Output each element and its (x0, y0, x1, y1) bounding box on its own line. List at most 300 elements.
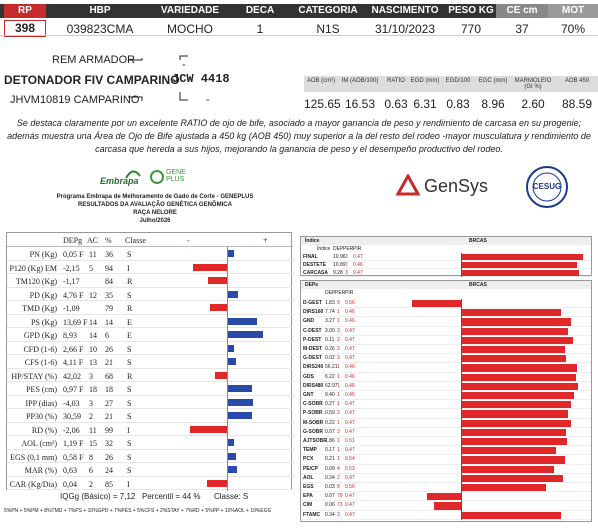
gensys-dep: 0.17 (325, 447, 335, 454)
trait-class: S (127, 385, 132, 394)
trait-percent: 68 (105, 371, 113, 381)
gensys-dep-panel (300, 280, 592, 522)
gensys-trait: DIRS240 (303, 364, 324, 371)
description-text: Se destaca claramente por un excelente RATIO de ojo de bife, asociado a mayor ganancia de peso y rendimiento de carcasa en su progenie; además muestra una Área de Ojo de Bife ajustada a 450 kg (AOB 450) muy superior a la del resto del rodeo -mayor musculatura y rendimiento de carcasa que hereda a sus hijos, mejorando la ganancia de peso y el desempeño productivo del rodeo. (7, 118, 591, 154)
gensys-trait: D-GEST (303, 300, 322, 306)
gensys-pir: 0.46 (345, 318, 355, 325)
gensys-dep: 0.21 (325, 456, 335, 463)
trait-name: CFS (1-6) (24, 358, 57, 367)
dep-bar (227, 385, 252, 392)
trait-dep: 8,93 (63, 331, 77, 340)
gensys-bar (461, 374, 576, 381)
trait-dep: -4,03 (63, 398, 80, 408)
trait-percent: 26 (105, 344, 113, 354)
dep-bar (227, 318, 257, 325)
trait-class: S (127, 344, 132, 354)
gensys-bar (461, 410, 568, 417)
index-title-left: Índice (305, 238, 320, 244)
sire-code: JCW 4418 (172, 72, 230, 86)
gensys-dep: 0.09 (325, 465, 335, 472)
gensys-bar (461, 328, 568, 335)
trait-name: EGS (0,1 mm) (10, 452, 57, 462)
gensys-dep: 7.74 (325, 309, 335, 316)
dep-trait-row (7, 315, 293, 329)
trait-percent: 26 (105, 452, 113, 462)
gensys-pir: 0.47 (345, 419, 355, 426)
trait-ac: 11 (89, 250, 97, 259)
gensys-index-panel (300, 236, 592, 276)
trait-ac: 2 (89, 479, 93, 489)
trait-ac: 11 (89, 425, 97, 435)
gensys-row (301, 345, 591, 354)
trait-class: S (127, 412, 132, 421)
trait-percent: 21 (105, 358, 113, 367)
dep-bar (227, 412, 252, 419)
gensys-per: 1 (337, 419, 340, 426)
trait-ac: 14 (89, 317, 97, 327)
dep-trait-row (7, 274, 293, 288)
gensys-pir: 0.54 (345, 456, 355, 463)
gensys-trait: P-SOBR (303, 410, 323, 417)
trait-class: S (127, 290, 132, 300)
aob450-value: 88.59 (561, 97, 593, 111)
gensys-row (301, 511, 591, 520)
gensys-icon (396, 174, 420, 196)
gensys-pir: 0.47 (353, 270, 363, 276)
program-line-2: RESULTADOS DA AVALIAÇÃO GENÉTICA GENÔMICA (78, 202, 232, 208)
gensys-per: 4 (337, 465, 340, 472)
gensys-trait: G-DEST (303, 355, 322, 362)
variedade-value: MOCHO (167, 22, 213, 36)
geneplus-dep-chart (6, 232, 292, 490)
dep-bar (208, 277, 227, 284)
gensys-row (301, 483, 591, 492)
trait-name: CAR (Kg/Dia) (9, 479, 57, 489)
rp-label: RP (4, 4, 46, 18)
gensys-text: GenSys (424, 176, 489, 196)
gensys-row (301, 419, 591, 428)
dep-trait-row (7, 409, 293, 423)
gensys-per: 3 (337, 327, 340, 334)
trait-percent: 35 (105, 290, 113, 300)
trait-name: PS (Kg) (30, 317, 57, 327)
trait-name: CFD (1-6) (23, 344, 57, 354)
gensys-trait: GDS (303, 373, 314, 380)
gensys-row (301, 327, 591, 336)
gensys-per: 1 (337, 382, 340, 389)
hbp-label: HBP (89, 5, 111, 16)
gensys-trait: AOL (303, 474, 314, 481)
gensys-per: 1 (337, 364, 340, 371)
gensys-dep: 1.86 (325, 438, 335, 444)
gensys-trait: M-DEST (303, 346, 323, 352)
dep-col-dep: DEP (325, 290, 336, 296)
gensys-per: 73 (337, 502, 343, 509)
gensys-pir: 0.47 (345, 346, 355, 352)
gensys-bar (427, 493, 461, 500)
trait-name: RD (%) (31, 425, 57, 435)
dep-title-right: BRCAS (469, 282, 487, 288)
gensys-pir: 0.47 (345, 401, 355, 408)
trait-percent: 36 (105, 250, 113, 259)
header-label-row (0, 4, 598, 18)
dep-bar (227, 399, 253, 406)
trait-class: R (127, 277, 133, 286)
marmoleio-col-header: MARMOLEIO (GI %) (514, 78, 552, 90)
im-col-header: IM (AOB/100) (341, 78, 379, 84)
im-value: 16.53 (344, 97, 376, 111)
dep-bar (227, 331, 263, 338)
trait-name: P120 (Kg) EM (9, 263, 57, 273)
trait-percent: 99 (105, 425, 113, 435)
gensys-bar (461, 420, 571, 427)
dep-trait-row (7, 328, 293, 342)
gensys-bar (461, 270, 579, 276)
gensys-bar (461, 392, 574, 399)
gensys-trait: G-SOBR (303, 428, 323, 435)
trait-class: S (127, 358, 132, 367)
dep-bar (210, 304, 227, 311)
trait-name: GPD (Kg) (23, 331, 57, 340)
egd100-col-header: EGD/100 (445, 78, 471, 84)
index-col-pir: PIR (353, 246, 362, 252)
trait-ac: 5 (89, 263, 93, 273)
depg-col-header: DEPg (63, 236, 83, 245)
dep-bar (227, 291, 238, 298)
dep-trait-row (7, 288, 293, 302)
gensys-bar (461, 512, 561, 519)
trait-class: R (127, 304, 133, 313)
gensys-row (301, 317, 591, 326)
gensys-row (301, 363, 591, 372)
gensys-row (301, 382, 591, 391)
gensys-bar (461, 355, 566, 362)
trait-ac: 15 (89, 439, 97, 448)
gensys-bar (461, 383, 578, 390)
percentil-footer: Percentil = 44 % (142, 492, 201, 501)
ce-value: 37 (515, 22, 529, 36)
left-chart-center-line (227, 247, 228, 491)
gensys-bar (461, 254, 583, 260)
gensys-trait: CIM (303, 502, 313, 509)
trait-dep: 1,19 F (63, 439, 84, 448)
gensys-dep: 0.27 (325, 401, 335, 408)
trait-dep: 0,58 F (63, 452, 84, 462)
trait-ac: 10 (89, 344, 97, 354)
gensys-logo (396, 172, 496, 200)
trait-class: I (127, 263, 130, 273)
egc-col-header: EGC (mm) (478, 78, 508, 84)
gensys-trait: C-SOBR (303, 401, 323, 408)
gensys-per: 79 (337, 493, 343, 500)
trait-dep: 42,02 (63, 371, 81, 381)
gensys-pir: 0.47 (345, 336, 355, 343)
gensys-row (301, 391, 591, 400)
egd-value: 6.31 (413, 97, 437, 111)
gensys-bar (461, 456, 565, 463)
gensys-bar (461, 318, 571, 325)
gensys-trait: GND (303, 318, 315, 325)
trait-percent: 27 (105, 398, 113, 408)
gensys-zero-line (461, 253, 462, 277)
index-title-row (301, 237, 591, 245)
dep-trait-row (7, 355, 293, 369)
gensys-pir: 0.51 (345, 438, 355, 444)
program-line-4: Julho/2026 (139, 218, 171, 224)
dep-bar (215, 372, 227, 379)
trait-ac: 2 (89, 412, 93, 421)
trait-dep: 30,59 (63, 412, 81, 421)
weights-footer: 5%PN + 5%PM + 8%TMD + 7%PS + 10%GPD + 7%PES + 5%CFS + 2%STAY + 7%RD + 5%PP + 10%AOL + 10%EGS (4, 508, 271, 514)
gensys-per: 3 (337, 428, 340, 435)
aob-col-header: AOB (cm²) (306, 78, 336, 84)
gensys-dep: 0.06 (325, 502, 335, 509)
gensys-row (301, 465, 591, 474)
gensys-row (301, 261, 591, 269)
gensys-dep: 0.59 (325, 410, 335, 417)
hbp-value: 039823CMA (66, 22, 134, 36)
gensys-pir: 0.47 (345, 493, 355, 500)
mot-value: 70% (560, 22, 586, 36)
gensys-per: 1 (337, 447, 340, 454)
gensys-zero-line (461, 299, 462, 520)
gensys-pir: 0.47 (345, 327, 355, 334)
dep-trait-row (7, 450, 293, 464)
gensys-pir: 0.46 (345, 309, 355, 316)
trait-class: E (127, 331, 132, 340)
dep-bar (227, 466, 237, 473)
trait-percent: 79 (105, 304, 113, 313)
egc-value: 8.96 (481, 97, 505, 111)
dam-name: JHVM10819 CAMPARINO (10, 94, 140, 106)
gensys-trait: PE/CP (303, 465, 319, 472)
dep-header-row (301, 289, 591, 297)
dep-col-per: PER (335, 290, 346, 296)
gensys-pir: 0.47 (345, 410, 355, 417)
gensys-per: 2 (337, 410, 340, 417)
dep-bar (227, 439, 234, 446)
gensys-bar (461, 401, 571, 408)
embrapa-logo (100, 172, 140, 190)
trait-class: S (127, 439, 132, 448)
trait-name: AOL (cm²) (21, 439, 57, 448)
gensys-bar (461, 346, 565, 353)
gensys-row (301, 269, 591, 277)
dep-trait-row (7, 477, 293, 491)
gensys-dep: 0.26 (325, 346, 335, 352)
gensys-dep: 0.03 (325, 484, 335, 490)
aob-value: 125.65 (304, 97, 341, 111)
gensys-dep: 3.27 (325, 318, 335, 325)
gensys-pir: 0.46 (345, 364, 355, 371)
gensys-trait: P-DEST (303, 336, 322, 343)
gensys-bar (461, 337, 573, 344)
gensys-bar (461, 438, 567, 445)
gensys-dep: 0.34 (325, 511, 335, 518)
trait-dep: 2,66 F (63, 344, 84, 354)
gensys-dep: 0.22 (325, 419, 335, 426)
gensys-per: 1 (337, 392, 340, 398)
trait-name: HP/STAY (%) (11, 371, 57, 381)
gensys-dep: 0.07 (325, 428, 335, 435)
trait-dep: 4,76 F (63, 290, 84, 300)
dep-bar (227, 345, 234, 352)
gensys-per: 2 (337, 336, 340, 343)
gensys-dep: 9.28 (333, 270, 343, 276)
dep-title-row (301, 281, 591, 289)
trait-name: TMD (Kg) (22, 304, 57, 313)
gensys-row (301, 474, 591, 483)
dep-bar (207, 480, 227, 487)
dep-bar (227, 453, 236, 460)
rp-value: 398 (4, 20, 46, 37)
gensys-pir: 0.46 (353, 262, 363, 268)
gensys-trait: AJTSOBR (303, 438, 327, 444)
gensys-row (301, 299, 591, 308)
dep-trait-row (7, 396, 293, 410)
gensys-per: 3 (337, 355, 340, 362)
dep-bar (227, 358, 236, 365)
trait-name: MAR (%) (24, 466, 57, 475)
pedigree-dash-2: - (206, 94, 210, 106)
trait-dep: 0,97 F (63, 385, 84, 394)
gensys-per: 1 (337, 373, 340, 380)
pedigree-dash-1: - (182, 59, 186, 71)
gensys-dep: 62.97 (325, 382, 338, 389)
gensys-bar (461, 262, 577, 268)
gensys-pir: 0.46 (345, 392, 355, 398)
trait-dep: -2,06 (63, 425, 80, 435)
gensys-pir: 0.56 (345, 484, 355, 490)
gensys-dep: 9.40 (325, 392, 335, 398)
dep-trait-row (7, 342, 293, 356)
aob450-col-header: AOB 450 (564, 78, 590, 84)
index-header-row (301, 245, 591, 253)
trait-percent: 18 (105, 385, 113, 394)
trait-percent: 21 (105, 412, 113, 421)
gensys-pir: 0.53 (345, 465, 355, 472)
gensys-bar (461, 475, 563, 482)
gensys-row (301, 400, 591, 409)
embrapa-leaf-icon (124, 170, 142, 180)
dep-bar (190, 426, 227, 433)
gensys-row (301, 336, 591, 345)
program-info (40, 193, 270, 225)
dep-trait-row (7, 261, 293, 275)
trait-name: PD (Kg) (29, 290, 57, 300)
trait-ac: 3 (89, 371, 93, 381)
dep-trait-row (7, 436, 293, 450)
gensys-trait: TEMP (303, 447, 317, 454)
mot-label: MOT (561, 5, 585, 16)
index-col-index: Índice (317, 246, 331, 252)
positive-col-header: + (263, 236, 268, 245)
marmoleio-value: 2.60 (521, 97, 545, 111)
gensys-bar (412, 300, 461, 307)
trait-percent: 14 (105, 317, 113, 327)
trait-dep: -1,09 (63, 304, 80, 313)
gensys-pir: 0.56 (345, 300, 355, 306)
geneplus-logo (150, 168, 194, 192)
gensys-bar (461, 466, 554, 473)
trait-percent: 85 (105, 479, 113, 489)
aob-header-row (304, 76, 598, 92)
gensys-trait: DESTETE (303, 262, 327, 268)
trait-class: I (127, 425, 130, 435)
gensys-pir: 0.47 (353, 254, 363, 260)
trait-name: PN (Kg) (29, 250, 57, 259)
gensys-pir: 0.46 (345, 382, 355, 389)
trait-ac: 3 (89, 398, 93, 408)
trait-name: TM120 (Kg) (15, 277, 57, 286)
ratio-value: 0.63 (384, 97, 408, 111)
dep-trait-row (7, 423, 293, 437)
index-col-dep: DEP (333, 246, 344, 252)
embrapa-logo-text: Embrapa (100, 176, 139, 186)
trait-ac: 14 (89, 331, 97, 340)
gensys-dep: 56.21 (325, 364, 338, 371)
animal-header (0, 4, 598, 38)
gensys-trait: EGS (303, 484, 314, 490)
cesug-logo (526, 166, 568, 208)
egd100-value: 0.83 (446, 97, 470, 111)
trait-dep: -2,15 (63, 263, 80, 273)
dep-trait-row (7, 463, 293, 477)
gensys-row (301, 308, 591, 317)
gensys-row (301, 373, 591, 382)
trait-percent: 6 (105, 331, 109, 340)
gensys-pir: 0.47 (345, 355, 355, 362)
left-chart-header (7, 233, 293, 247)
gensys-dep: 0.07 (325, 493, 335, 500)
gensys-dep: 0.11 (325, 336, 335, 343)
peso-label: PESO KG (448, 5, 494, 16)
trait-percent: 94 (105, 263, 113, 273)
gensys-per: 2 (337, 346, 340, 352)
trait-dep: 0,04 (63, 479, 77, 489)
trait-class: S (127, 250, 132, 259)
gensys-row (301, 409, 591, 418)
trait-ac: 6 (89, 466, 93, 475)
dep-trait-row (7, 247, 293, 261)
gensys-row (301, 437, 591, 446)
dep-bar (227, 250, 234, 257)
trait-class: I (127, 479, 130, 489)
gensys-bar (461, 484, 546, 491)
trait-ac: 12 (89, 290, 97, 300)
gensys-per: 8 (337, 484, 340, 490)
trait-ac: 8 (89, 452, 93, 462)
program-line-3: RAÇA NELORE (133, 210, 177, 216)
pct-col-header: % (105, 236, 112, 245)
trait-dep: 0,05 F (63, 250, 84, 259)
gensys-dep: 10.89 (333, 262, 346, 268)
gensys-dep: 0.02 (325, 355, 335, 362)
deca-label: DECA (245, 5, 275, 16)
peso-value: 770 (460, 22, 482, 36)
trait-class: S (127, 452, 132, 462)
gensys-trait: DIRS160 (303, 309, 324, 316)
geneplus-text: GENE PLUS (166, 169, 186, 183)
nascimento-value: 31/10/2023 (374, 22, 436, 36)
dep-trait-row (7, 369, 293, 383)
trait-class: E (127, 317, 132, 327)
gensys-row (301, 428, 591, 437)
gensys-trait: GNT (303, 392, 314, 398)
gensys-bar (461, 429, 566, 436)
gensys-per: 3 (345, 254, 348, 260)
ce-label: CE cm (506, 5, 538, 16)
